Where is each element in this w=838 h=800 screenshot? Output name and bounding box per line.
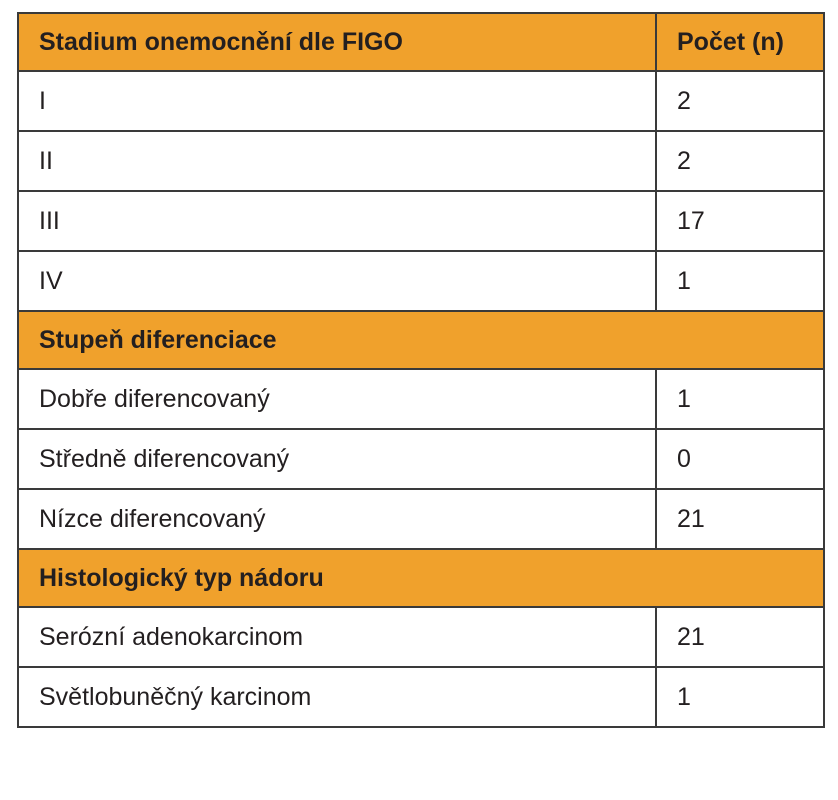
row-label: Světlobuněčný karcinom [18,667,656,727]
histology-section-title: Histologický typ nádoru [18,549,824,607]
row-count: 21 [656,607,824,667]
section-header-row [18,549,824,607]
row-label: Serózní adenokarcinom [18,607,656,667]
table-row [18,71,824,131]
row-label: III [18,191,656,251]
table-row [18,369,824,429]
row-count: 1 [656,369,824,429]
count-header-cell: Počet (n) [656,13,824,71]
table-row [18,667,824,727]
table-row [18,251,824,311]
row-count: 21 [656,489,824,549]
data-table [17,12,825,728]
row-label: IV [18,251,656,311]
row-count: 1 [656,251,824,311]
table-row [18,607,824,667]
row-label: Nízce diferencovaný [18,489,656,549]
row-label: Středně diferencovaný [18,429,656,489]
row-count: 2 [656,131,824,191]
row-label: II [18,131,656,191]
grade-section-title: Stupeň diferenciace [18,311,824,369]
section-header-row [18,311,824,369]
table-row [18,429,824,489]
table-row [18,489,824,549]
row-label: Dobře diferencovaný [18,369,656,429]
header-row [18,13,824,71]
row-count: 1 [656,667,824,727]
table-row [18,131,824,191]
row-label: I [18,71,656,131]
row-count: 2 [656,71,824,131]
stage-header-cell: Stadium onemocnění dle FIGO [18,13,656,71]
table-row [18,191,824,251]
row-count: 17 [656,191,824,251]
row-count: 0 [656,429,824,489]
